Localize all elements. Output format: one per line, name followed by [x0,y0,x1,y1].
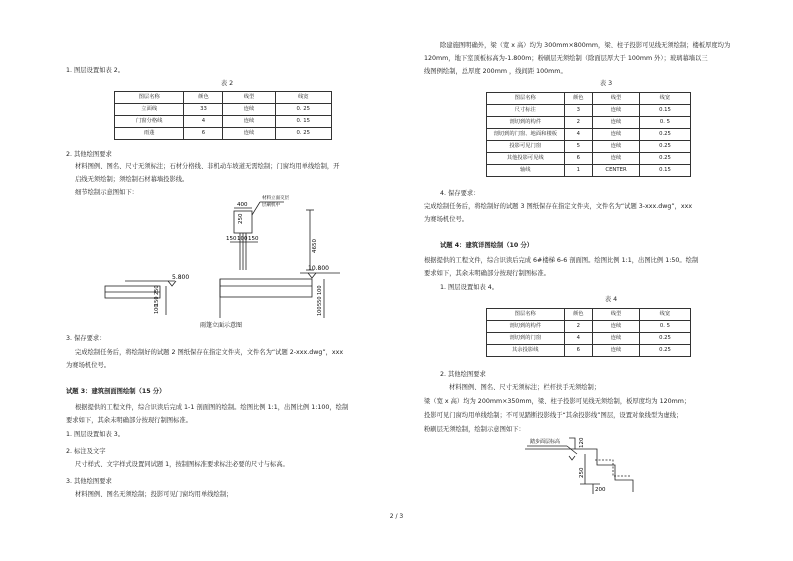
table-row [487,129,691,141]
other-requirements-heading: 2. 其他绘图要求 [66,151,112,158]
table-cell: 0. 25 [275,104,331,116]
table-cell: 连续 [593,333,640,345]
table-header-cell: 线型 [223,92,275,104]
table-cell: 1 [564,165,593,177]
dimension-text-heading: 2. 标注及文字 [66,448,106,455]
paragraph: 细节绘制示意图如下： [75,189,138,196]
table-row [487,105,691,117]
save-requirements-heading: 4. 保存要求： [440,190,480,197]
table-cell: 2 [564,321,593,333]
table-cell: 4 [564,333,593,345]
table-cell: 尺寸标注 [487,105,565,117]
page-number: 2 / 3 [389,513,404,520]
table-cell: 0.25 [639,141,690,153]
dim-text: 100 [154,304,160,314]
stair-label: 踏步面层标高 [530,439,561,445]
stair-section-diagram [525,432,675,494]
table-header-cell: 线宽 [639,93,690,105]
paragraph: 尺寸样式、文字样式设置同试题 1，按制图标准要求标注必要的尺寸与标高。 [75,461,289,468]
other-requirements-heading: 2. 其他绘图要求 [440,371,486,378]
table-header-row [487,93,691,105]
table2-caption: 表 2 [220,80,234,87]
table-cell: 剖切到的门窗、地面和楼板 [487,129,565,141]
table-cell: 0.25 [639,153,690,165]
paragraph: 线图例绘制，总厚度 200mm ，线间距 100mm。 [424,68,567,75]
paragraph: 材料图例、图名、尺寸无须标注；栏杆扶手无须绘制； [449,384,601,391]
table-cell: 0. 25 [275,128,331,140]
table-cell: 0.15 [639,165,690,177]
table-cell: 连续 [593,129,640,141]
level-5800: 5.800 [172,274,190,281]
table-cell: 剖切到的构件 [487,321,565,333]
table-cell: 0.25 [639,345,690,357]
table-header-row [487,309,691,321]
table-cell: 投影可见门窗 [487,141,565,153]
table-cell: 连续 [593,141,640,153]
paragraph: 要求如下，其余未明确部分按现行制图标准。 [424,270,550,277]
paragraph: 要求如下，其余未明确部分按现行制图标准。 [66,417,192,424]
paragraph: 除建施图明确外，梁（宽 x 高）均为 300mm×800mm，梁、柱子投影可见线无须绘制；楼板厚度均为 [440,42,731,49]
table-cell: 0. 5 [639,117,690,129]
dim-text: 200 [595,487,606,493]
layer-table-4 [486,308,691,357]
layer-setting-heading: 1. 图层设置如表 4。 [440,284,499,291]
layer-setting-heading: 1. 图层设置如表 2。 [66,67,125,74]
canopy-elevation-diagram [100,190,340,335]
table-cell: 4 [184,116,223,128]
table-cell: 0.15 [639,105,690,117]
table-cell: 6 [564,345,593,357]
paragraph: 完成绘制任务后，将绘制好的试题 3 图纸保存在指定文件夹，文件名为“试题 3-xxx.dwg”，xxx [424,203,693,210]
paragraph: 为赛场机位号。 [424,216,469,223]
table-header-cell: 线宽 [639,309,690,321]
table-row [487,117,691,129]
level-10800: 10.800 [308,265,329,272]
dim-text: 400 [237,202,248,208]
table-header-cell: 颜色 [564,93,593,105]
layer-table-2 [114,91,332,140]
table-cell: 连续 [593,153,640,165]
paragraph: 根据提供的工程文件，综合识读后完成 6#楼梯 6-6 剖面图。绘图比例 1:1，出图比例 1:50。绘制 [424,257,699,264]
dim-text: 120 [579,437,585,448]
table-header-cell: 颜色 [184,92,223,104]
dim-text: 550 [317,296,323,306]
table-cell: 连续 [593,117,640,129]
table-cell: CENTER [593,165,640,177]
diagram-caption: 雨篷立面示意图 [200,322,243,329]
layer-setting-heading: 1. 图层设置如表 3。 [66,431,125,438]
dim-text: 100 [237,236,248,242]
dim-text: 150 [226,236,237,242]
paragraph: 120mm，地下室顶板标高为-1.800m；粉刷层无须绘制（除面层厚大于 100mm 外）；玻璃幕墙以三 [424,55,708,62]
table-row [487,141,691,153]
table-cell: 4 [564,129,593,141]
dim-text: 100 [317,306,323,316]
table-cell: 0.25 [639,333,690,345]
dim-text: 150 [154,296,160,306]
table-header-cell: 线型 [593,309,640,321]
paragraph: 材料图例、图名、尺寸无须标注；石材分格线、非机动车坡道无需绘制；门窗均用单线绘制，开 [75,163,340,170]
dim-text: 250 [154,285,160,295]
dim-text: 250 [238,213,244,224]
table-cell: 连续 [223,128,275,140]
table-row [487,345,691,357]
table-header-row [115,92,332,104]
table-cell: 剖切到的门窗 [487,333,565,345]
table-cell: 连续 [593,105,640,117]
table-cell: 0.25 [639,129,690,141]
table4-caption: 表 4 [604,296,618,303]
table-header-cell: 图层名称 [487,93,565,105]
table-row [115,116,332,128]
save-requirements-heading: 3. 保存要求： [66,335,106,342]
layer-table-3 [486,92,691,177]
table-cell: 5 [564,141,593,153]
table-cell: 6 [564,153,593,165]
table-cell: 33 [184,104,223,116]
dim-text: 100 [317,285,323,295]
table-cell: 2 [564,117,593,129]
dim-text: 250 [579,467,585,478]
table-cell: 0. 15 [275,116,331,128]
table-header-cell: 线宽 [275,92,331,104]
paragraph: 为赛场机位号。 [66,362,111,369]
table-cell: 轴线 [487,165,565,177]
paragraph: 投影可见门窗均用单线绘制；不可见踏断投影线于“其余投影线”图层，设置对象线型为虚线； [424,412,683,419]
table-cell: 剖切到的构件 [487,117,565,129]
table-cell: 雨蓬 [115,128,184,140]
table-row [115,128,332,140]
question-3-title: 试题 3：建筑剖面图绘制（15 分） [66,388,166,395]
question-4-title: 试题 4：建筑详图绘制（10 分） [440,242,534,249]
paragraph: 启线无须绘制；须绘制石材幕墙投影线。 [75,176,189,183]
table-cell: 连续 [223,116,275,128]
note-text: 层刷机中 [262,203,280,208]
other-requirements-heading: 3. 其他绘图要求 [66,478,112,485]
table-cell: 立面线 [115,104,184,116]
paragraph: 梁（宽 x 高）均为 200mm×350mm，梁、柱子投影可见线无须绘制，板厚度均为 120mm； [424,398,691,405]
table-cell: 6 [184,128,223,140]
table-row [487,153,691,165]
table-header-cell: 颜色 [564,309,593,321]
note-text: 材料立面交层 [262,196,289,201]
table-cell: 连续 [223,104,275,116]
table-cell: 连续 [593,345,640,357]
paragraph: 完成绘制任务后，将绘制好的试题 2 图纸保存在指定文件夹，文件名为“试题 2-xxx.dwg”，xxx [75,349,344,356]
table-cell: 3 [564,105,593,117]
paragraph: 粉刷层无须绘制，绘制示意图如下： [424,426,525,433]
table3-caption: 表 3 [599,80,613,87]
dim-text: 150 [248,236,259,242]
table-cell: 连续 [593,321,640,333]
table-row [487,333,691,345]
table-row [115,104,332,116]
paragraph: 材料图例、图名无须绘制；投影可见门窗均用单线绘制； [75,491,233,498]
table-cell: 门窗分格线 [115,116,184,128]
table-header-cell: 线型 [593,93,640,105]
table-row [487,165,691,177]
table-row [487,321,691,333]
table-header-cell: 图层名称 [487,309,565,321]
table-cell: 0. 5 [639,321,690,333]
dim-text: 4650 [312,239,318,253]
table-header-cell: 图层名称 [115,92,184,104]
table-cell: 其他投影可见线 [487,153,565,165]
table-cell: 其余投影线 [487,345,565,357]
paragraph: 根据提供的工程文件，综合识读后完成 1-1 剖面图的绘制。绘图比例 1:1，出图比例 1:100，绘制 [75,404,349,411]
